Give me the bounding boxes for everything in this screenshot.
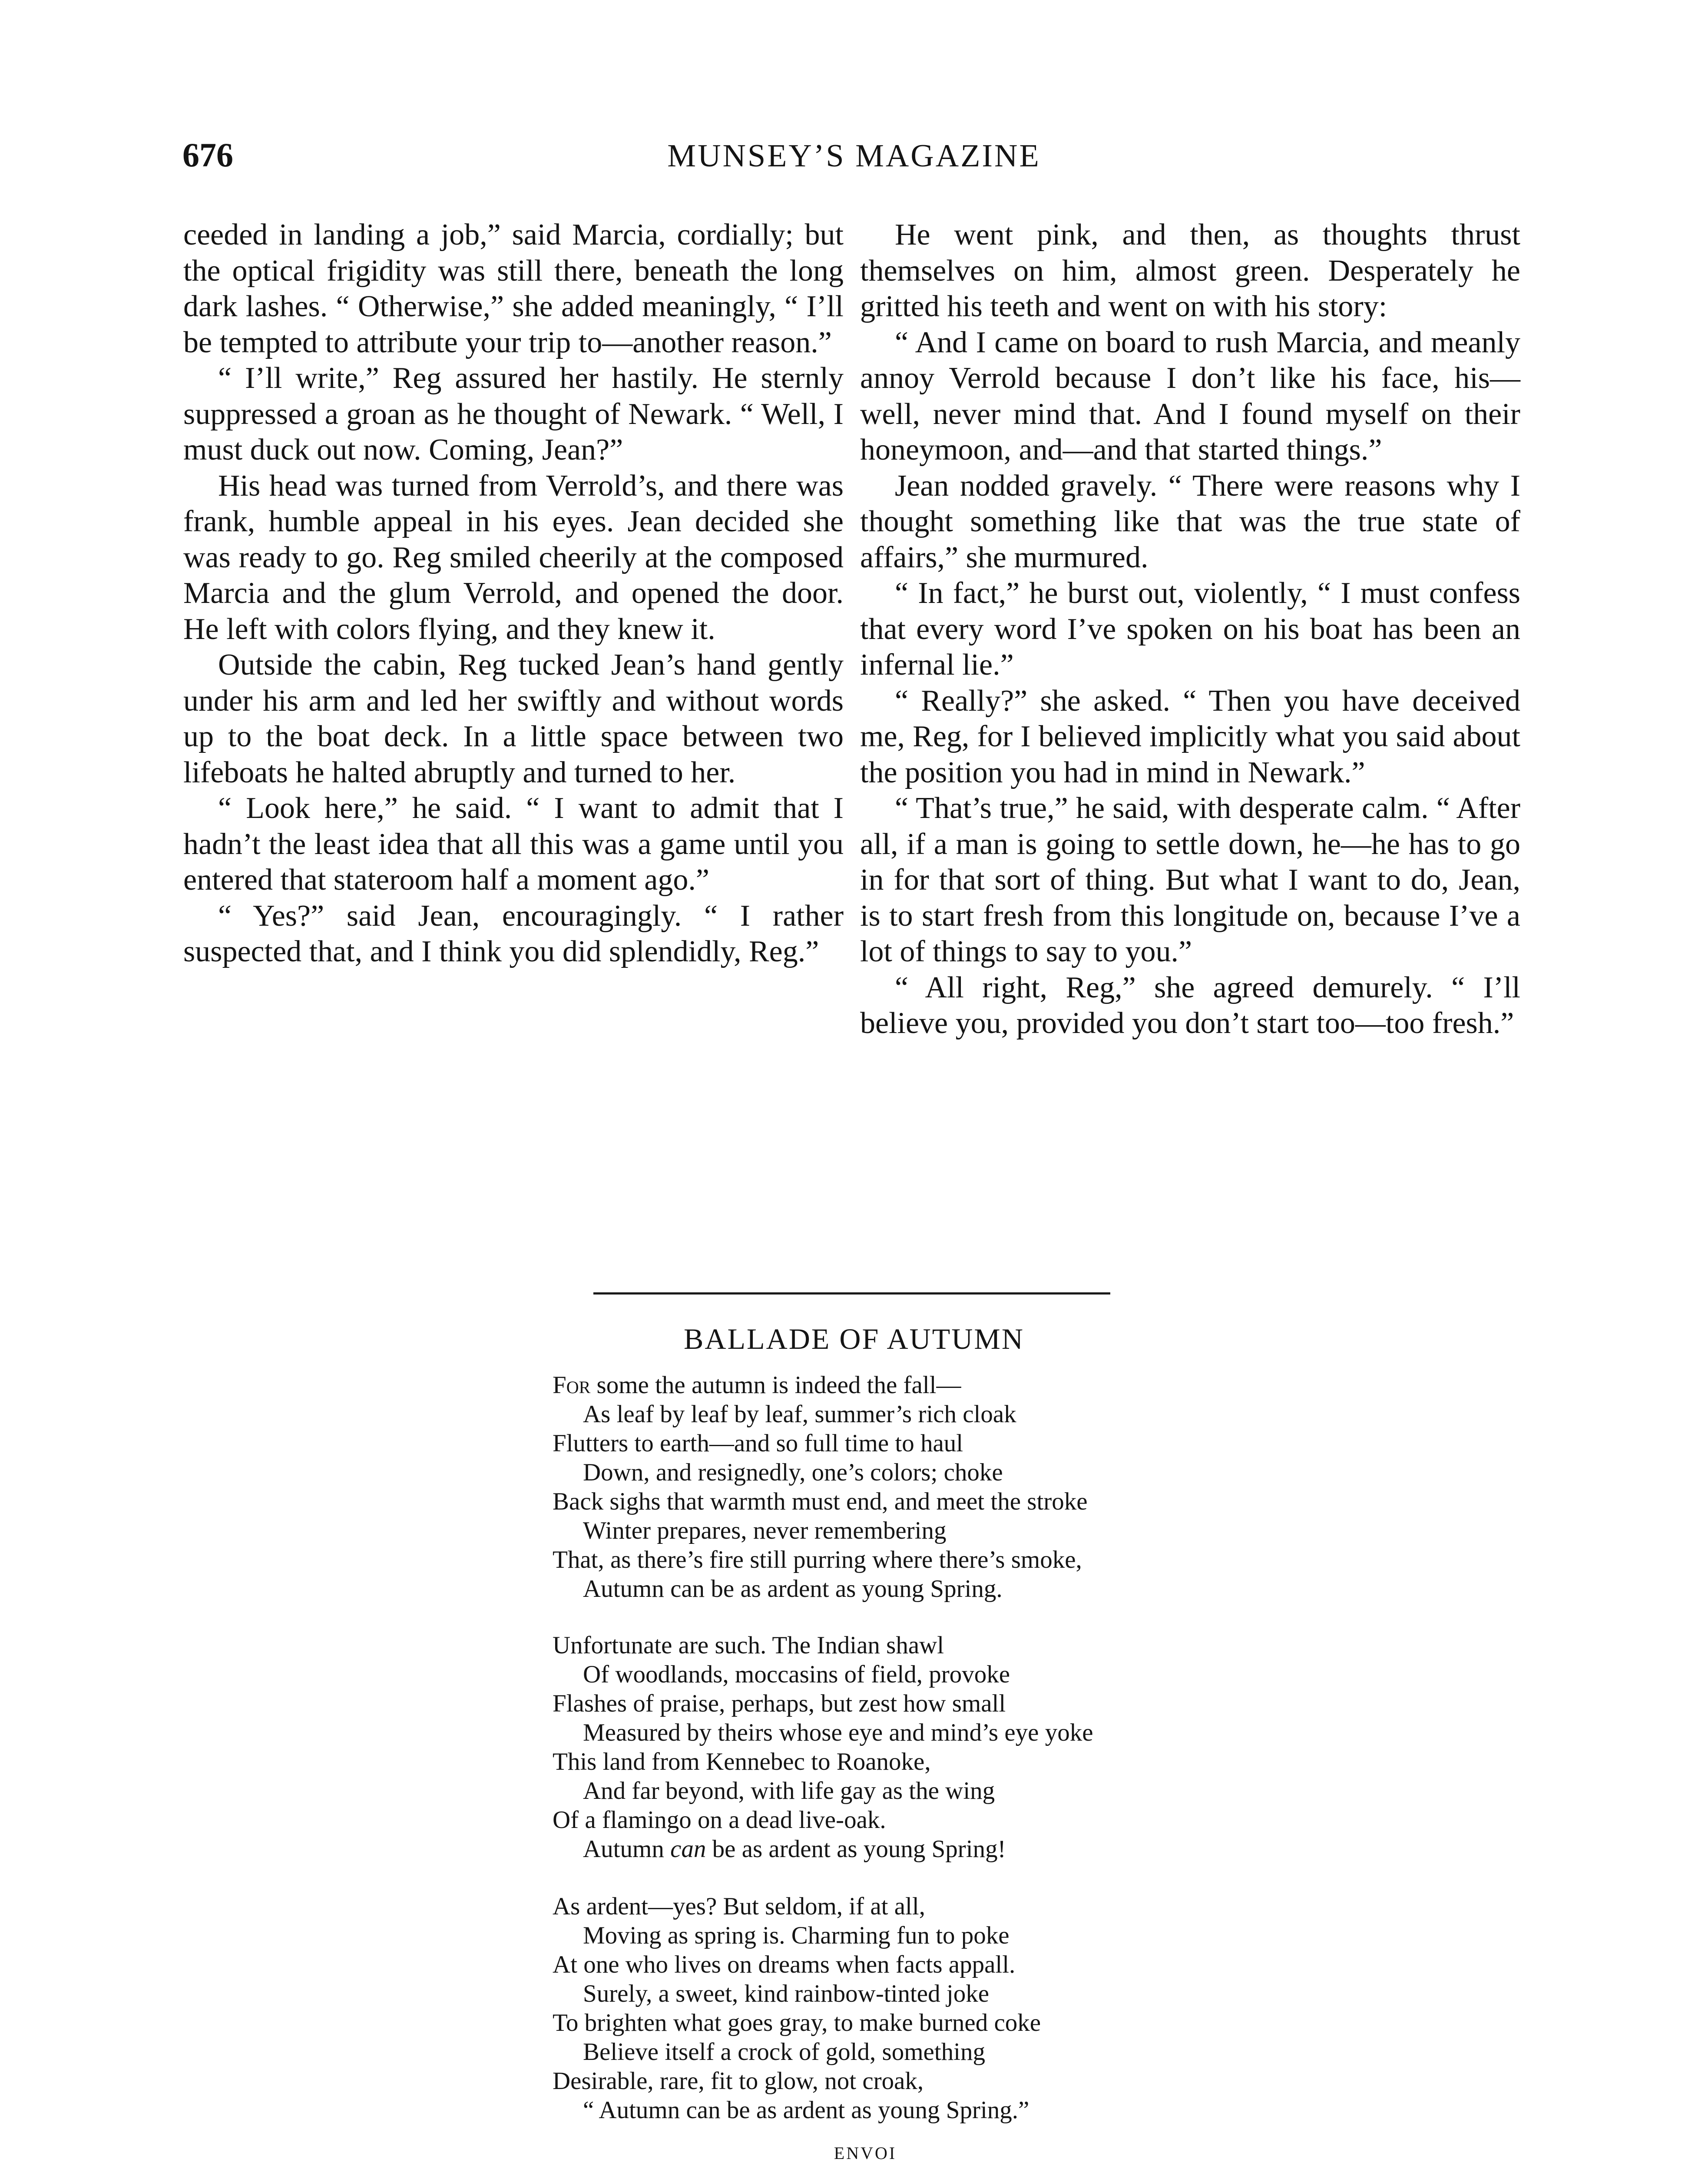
poem-line-text: Autumn <box>583 1835 664 1863</box>
poem-line: Down, and resignedly, one’s colors; choke <box>583 1459 1003 1486</box>
poem-line: This land from Kennebec to Roanoke, <box>553 1748 931 1775</box>
poem-stanza-2 <box>553 1631 1508 1864</box>
poem-line: Of woodlands, moccasins of field, provoke <box>583 1661 1010 1688</box>
story-paragraph: “ In fact,” he burst out, violently, “ I must confess that every word I’ve spoken on his boat has been an infernal lie.” <box>860 576 1520 682</box>
poem-emphasis: can <box>670 1835 706 1863</box>
poem-stanza-1 <box>553 1371 1508 1603</box>
story-paragraph: “ Really?” she asked. “ Then you have deceived me, Reg, for I believed implicitly what you said about the position you had in mind in Newark.” <box>860 684 1520 789</box>
poem-line: Autumn can be as ardent as young Spring. <box>583 1575 1003 1603</box>
story-paragraph: “ Yes?” said Jean, encouragingly. “ I rather suspected that, and I think you did splendidly, Reg.” <box>183 899 844 968</box>
envoi-heading: ENVOI <box>834 2143 897 2163</box>
story-paragraph: ceeded in landing a job,” said Marcia, cordially; but the optical frigidity was still there, beneath the long dark lashes. “ Otherwise,” she added meaningly, “ I’ll be tempted to attribute your trip to—another reason.” <box>183 218 844 359</box>
poem-line: As ardent—yes? But seldom, if at all, <box>553 1893 925 1920</box>
poem-line: At one who lives on dreams when facts appall. <box>553 1951 1016 1978</box>
poem-line: Believe itself a crock of gold, something <box>583 2038 985 2066</box>
poem-line: Surely, a sweet, kind rainbow-tinted joke <box>583 1980 989 2007</box>
story-paragraph: He went pink, and then, as thoughts thrust themselves on him, almost green. Desperately he gritted his teeth and went on with his story: <box>860 218 1520 323</box>
poem-line-text: be as ardent as young Spring! <box>712 1835 1006 1863</box>
section-divider <box>593 1292 1110 1295</box>
poem-line: Flutters to earth—and so full time to haul <box>553 1430 963 1457</box>
poem-line: That, as there’s fire still purring where there’s smoke, <box>553 1546 1082 1573</box>
poem-line: Of a flamingo on a dead live-oak. <box>553 1806 886 1834</box>
poem-title: BALLADE OF AUTUMN <box>684 1322 1024 1355</box>
story-paragraph: “ All right, Reg,” she agreed demurely. “ I’ll believe you, provided you don’t start too—too fresh.” <box>860 970 1520 1040</box>
story-paragraph: Jean nodded gravely. “ There were reasons why I thought something like that was the true state of affairs,” she murmured. <box>860 469 1520 574</box>
story-paragraph: “ Look here,” he said. “ I want to admit that I hadn’t the least idea that all this was a game until you entered that stateroom half a moment ago.” <box>183 791 844 897</box>
poem-stanza-3 <box>553 1892 1508 2125</box>
poem <box>553 1371 1508 2172</box>
poem-line: Moving as spring is. Charming fun to poke <box>583 1922 1010 1949</box>
story-paragraph: Outside the cabin, Reg tucked Jean’s hand gently under his arm and led her swiftly and without words up to the boat deck. In a little space between two lifeboats he halted abruptly and turned to her. <box>183 648 844 789</box>
poem-line: “ Autumn can be as ardent as young Spring.” <box>583 2096 1029 2124</box>
poem-line-text: some the autumn is indeed the fall— <box>596 1371 961 1399</box>
story-paragraph: His head was turned from Verrold’s, and there was frank, humble appeal in his eyes. Jean decided she was ready to go. Reg smiled cheerily at the composed Marcia and the glum Verrold, and opened the door. He left with colors flying, and they knew it. <box>183 469 844 646</box>
poem-line <box>553 1834 1508 1864</box>
poem-line: Flashes of praise, perhaps, but zest how small <box>553 1690 1006 1717</box>
story-paragraph: “ I’ll write,” Reg assured her hastily. He sternly suppressed a groan as he thought of Newark. “ Well, I must duck out now. Coming, Jean?” <box>183 361 844 467</box>
poem-line <box>553 1371 1508 1400</box>
running-head: MUNSEY’S MAGAZINE <box>667 138 1041 174</box>
story-left-column <box>183 217 844 970</box>
page-number: 676 <box>182 136 233 174</box>
poem-line: Winter prepares, never remembering <box>583 1517 947 1544</box>
story-paragraph: “ And I came on board to rush Marcia, and meanly annoy Verrold because I don’t like his face, his—well, never mind that. And I found myself on their honeymoon, and—and that started things.” <box>860 325 1520 467</box>
poem-line: Measured by theirs whose eye and mind’s eye yoke <box>583 1719 1093 1746</box>
poem-line: To brighten what goes gray, to make burned coke <box>553 2009 1041 2036</box>
poem-line: Desirable, rare, fit to glow, not croak, <box>553 2067 924 2095</box>
poem-line: As leaf by leaf by leaf, summer’s rich cloak <box>583 1401 1016 1428</box>
story-right-column <box>860 217 1520 1042</box>
poem-first-word: For <box>553 1371 591 1399</box>
poem-line: Back sighs that warmth must end, and meet the stroke <box>553 1488 1088 1515</box>
poem-line: And far beyond, with life gay as the wing <box>583 1777 995 1804</box>
story-paragraph: “ That’s true,” he said, with desperate calm. “ After all, if a man is going to settle down, he—he has to go in for that sort of thing. But what I want to do, Jean, is to start fresh from this longitude on, because I’ve a lot of things to say to you.” <box>860 791 1520 968</box>
poem-line: Unfortunate are such. The Indian shawl <box>553 1632 944 1659</box>
